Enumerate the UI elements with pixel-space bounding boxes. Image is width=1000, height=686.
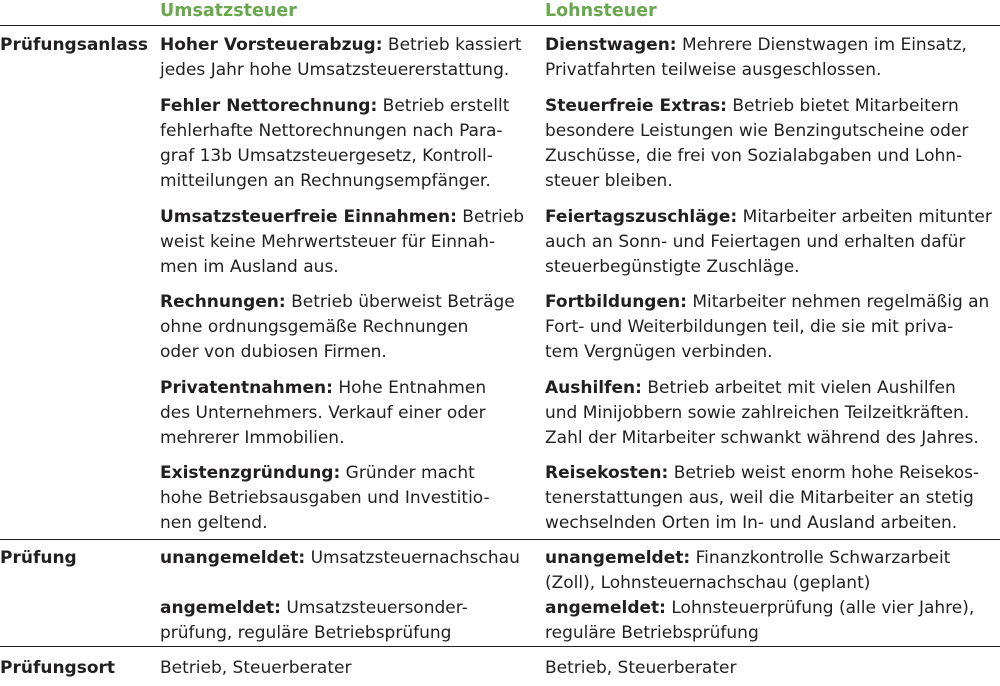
cell-line — [545, 340, 989, 365]
cell-line — [160, 511, 490, 536]
ust-block — [160, 461, 490, 536]
cell-text: Umsatzsteuernachschau — [305, 548, 520, 568]
cell-line — [545, 144, 968, 169]
cell-title: Fortbildungen: — [545, 292, 687, 312]
cell-text: Fort- und Weiterbildungen teil, die sie mit priva- — [545, 317, 954, 337]
cell-text: besondere Leistungen wie Benzingutscheine oder — [545, 121, 969, 141]
lst-block — [545, 376, 979, 451]
cell-text: reguläre Betriebsprüfung — [545, 623, 759, 643]
cell-text: mehrerer Immobilien. — [160, 428, 345, 448]
cell-line — [545, 119, 968, 144]
ust-block — [160, 94, 509, 194]
cell-text: weist keine Mehrwertsteuer für Einnah- — [160, 232, 496, 252]
cell-line — [160, 340, 515, 365]
ust-block — [160, 376, 486, 451]
lst-block — [545, 656, 736, 681]
cell-text: Betrieb arbeitet mit vielen Aushilfen — [641, 378, 956, 398]
row-label-pruefungsort: Prüfungsort — [0, 658, 116, 678]
cell-line — [160, 546, 520, 571]
cell-text: Umsatzsteuersonder- — [280, 598, 468, 618]
cell-text: oder von dubiosen Firmen. — [160, 342, 387, 362]
cell-line — [160, 426, 486, 451]
ust-block — [160, 596, 468, 646]
cell-line — [160, 376, 486, 401]
cell-text: Hohe Entnahmen — [332, 378, 487, 398]
cell-text: tenerstattungen aus, weil die Mitarbeiter an stetig — [545, 488, 974, 508]
cell-line — [545, 571, 950, 596]
cell-text: jedes Jahr hohe Umsatzsteuererstattung. — [160, 60, 510, 80]
cell-text: Zuschüsse, die frei von Sozialabgaben und Lohn- — [545, 146, 963, 166]
cell-text: (Zoll), Lohnsteuernachschau (geplant) — [545, 573, 871, 593]
row-divider-pruefung — [0, 539, 1000, 540]
column-header-lohnsteuer: Lohnsteuer — [545, 1, 657, 21]
cell-title: Hoher Vorsteuerabzug: — [160, 35, 383, 55]
lst-block — [545, 596, 974, 646]
cell-text: steuerbegünstigte Zuschläge. — [545, 257, 800, 277]
cell-text: Betrieb überweist Beträge — [285, 292, 515, 312]
cell-title: Dienstwagen: — [545, 35, 677, 55]
cell-text: Mitarbeiter arbeiten mitunter — [737, 207, 992, 227]
cell-line — [160, 621, 468, 646]
cell-text: Privatfahrten teilweise ausgeschlossen. — [545, 60, 882, 80]
cell-text: prüfung, reguläre Betriebsprüfung — [160, 623, 452, 643]
ust-block — [160, 205, 524, 280]
cell-line — [160, 169, 509, 194]
cell-line — [545, 376, 979, 401]
row-label-pruefung: Prüfung — [0, 548, 77, 568]
cell-line — [545, 656, 736, 681]
cell-title: angemeldet: — [160, 598, 281, 618]
cell-text: fehlerhafte Nettorechnungen nach Para- — [160, 121, 503, 141]
cell-line — [160, 461, 490, 486]
cell-text: Finanzkontrolle Schwarzarbeit — [690, 548, 951, 568]
lst-block — [545, 205, 992, 280]
lst-block — [545, 461, 979, 536]
cell-line — [160, 33, 522, 58]
ust-block — [160, 290, 515, 365]
cell-line — [545, 290, 989, 315]
cell-line — [545, 94, 968, 119]
cell-line — [545, 33, 967, 58]
cell-text: mitteilungen an Rechnungsempfänger. — [160, 171, 491, 191]
cell-text: Betrieb — [456, 207, 525, 227]
cell-text: steuer bleiben. — [545, 171, 673, 191]
cell-title: Fehler Nettorechnung: — [160, 96, 378, 116]
cell-line — [160, 119, 509, 144]
cell-title: Steuerfreie Extras: — [545, 96, 727, 116]
cell-text: Betrieb, Steuerberater — [160, 658, 352, 678]
cell-title: Umsatzsteuerfreie Einnahmen: — [160, 207, 457, 227]
cell-title: unangemeldet: — [545, 548, 691, 568]
cell-line — [545, 401, 979, 426]
cell-line — [160, 205, 524, 230]
cell-line — [545, 596, 974, 621]
cell-line — [545, 546, 950, 571]
cell-line — [160, 401, 486, 426]
cell-text: graf 13b Umsatzsteuergesetz, Kontroll- — [160, 146, 493, 166]
ust-block — [160, 33, 522, 83]
cell-line — [545, 230, 992, 255]
cell-text: Betrieb bietet Mitarbeitern — [726, 96, 959, 116]
ust-block — [160, 656, 351, 681]
cell-title: unangemeldet: — [160, 548, 306, 568]
lst-block — [545, 94, 968, 194]
cell-text: Betrieb kassiert — [382, 35, 522, 55]
cell-line — [160, 315, 515, 340]
row-label-pruefungsanlass: Prüfungsanlass — [0, 35, 148, 55]
cell-text: Mitarbeiter nehmen regelmäßig an — [686, 292, 990, 312]
cell-text: und Minijobbern sowie zahlreichen Teilzeitkräften. — [545, 403, 970, 423]
cell-line — [545, 621, 974, 646]
cell-text: des Unternehmers. Verkauf einer oder — [160, 403, 486, 423]
cell-title: Privatentnahmen: — [160, 378, 333, 398]
cell-line — [545, 426, 979, 451]
cell-line — [160, 230, 524, 255]
cell-line — [545, 205, 992, 230]
cell-text: tem Vergnügen verbinden. — [545, 342, 773, 362]
cell-line — [545, 511, 979, 536]
cell-line — [160, 58, 522, 83]
cell-line — [160, 596, 468, 621]
cell-line — [545, 255, 992, 280]
cell-text: nen geltend. — [160, 513, 268, 533]
lst-block — [545, 290, 989, 365]
cell-line — [545, 58, 967, 83]
cell-title: Reisekosten: — [545, 463, 669, 483]
cell-line — [545, 315, 989, 340]
header-rule — [0, 25, 1000, 26]
cell-text: Mehrere Dienstwagen im Einsatz, — [676, 35, 967, 55]
cell-text: hohe Betriebsausgaben und Investitio- — [160, 488, 490, 508]
lst-block — [545, 33, 967, 83]
cell-text: Zahl der Mitarbeiter schwankt während des Jahres. — [545, 428, 979, 448]
cell-line — [545, 169, 968, 194]
cell-line — [160, 656, 351, 681]
cell-text: ohne ordnungsgemäße Rechnungen — [160, 317, 469, 337]
cell-line — [160, 486, 490, 511]
cell-text: Betrieb erstellt — [377, 96, 510, 116]
ust-block — [160, 546, 520, 571]
cell-text: wechselnden Orten im In- und Ausland arbeiten. — [545, 513, 958, 533]
cell-title: Feiertagszuschläge: — [545, 207, 738, 227]
cell-text: men im Ausland aus. — [160, 257, 339, 277]
column-header-umsatzsteuer: Umsatzsteuer — [160, 1, 297, 21]
cell-line — [160, 255, 524, 280]
cell-line — [545, 486, 979, 511]
cell-line — [160, 144, 509, 169]
cell-title: angemeldet: — [545, 598, 666, 618]
cell-text: Betrieb weist enorm hohe Reisekos- — [668, 463, 980, 483]
cell-line — [160, 290, 515, 315]
cell-text: Betrieb, Steuerberater — [545, 658, 737, 678]
cell-title: Rechnungen: — [160, 292, 286, 312]
cell-line — [160, 94, 509, 119]
lst-block — [545, 546, 950, 596]
cell-text: Gründer macht — [340, 463, 475, 483]
cell-line — [545, 461, 979, 486]
row-divider-pruefungsort — [0, 646, 1000, 647]
cell-text: auch an Sonn- und Feiertagen und erhalten dafür — [545, 232, 966, 252]
cell-title: Aushilfen: — [545, 378, 642, 398]
cell-title: Existenzgründung: — [160, 463, 341, 483]
cell-text: Lohnsteuerprüfung (alle vier Jahre), — [665, 598, 975, 618]
